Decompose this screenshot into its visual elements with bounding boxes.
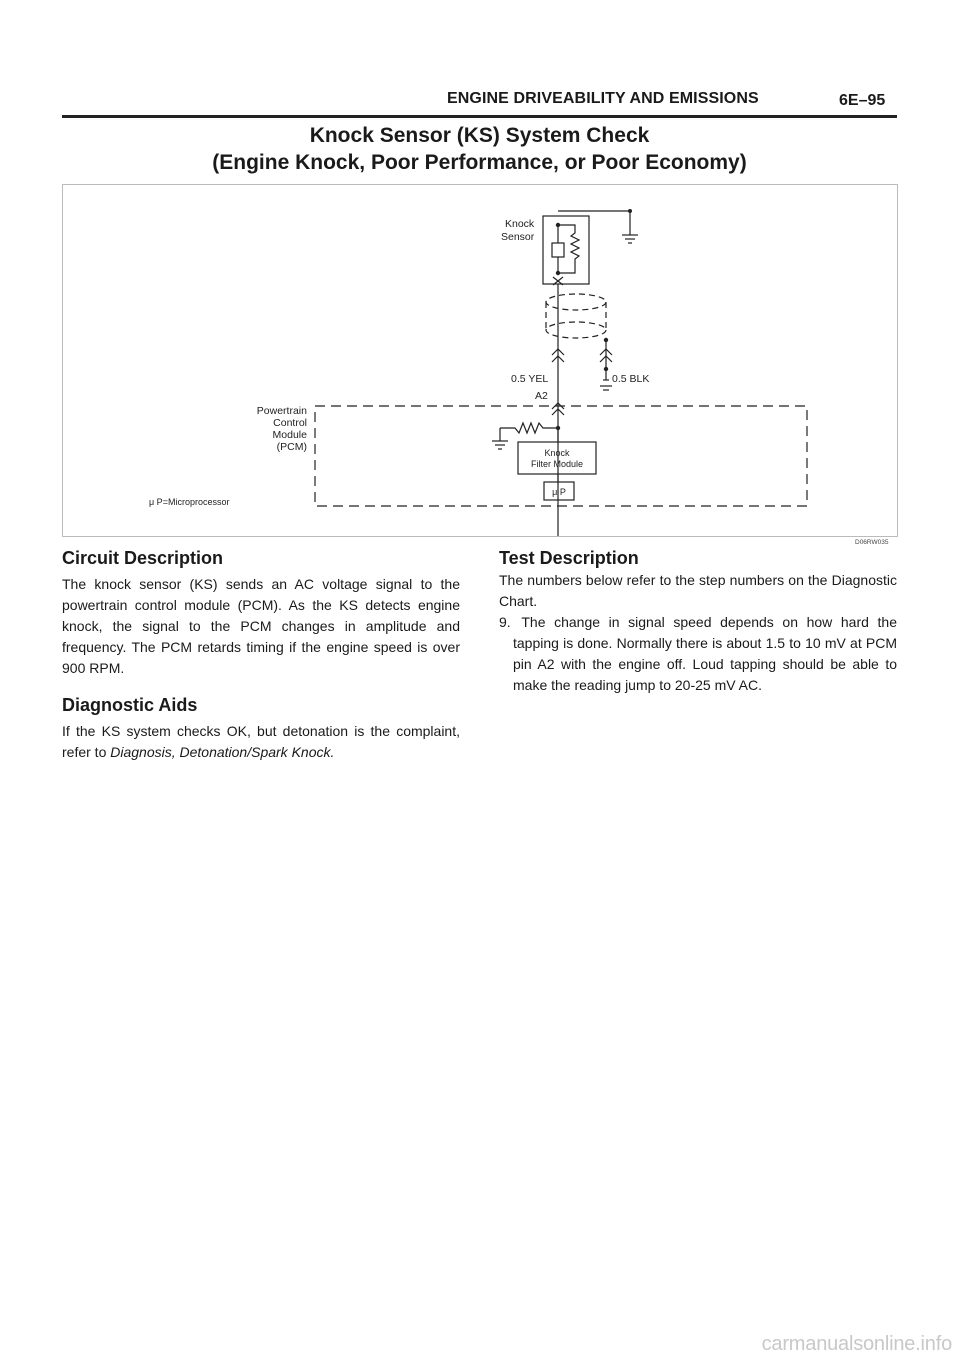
left-column [62,546,460,763]
label-knock: Knock [505,218,535,230]
diag-link[interactable]: Diagnosis, Detonation/Spark Knock. [110,744,335,760]
label-pcm-3: Module [272,429,307,441]
circuit-text: The knock sensor (KS) sends an AC voltage signal to the powertrain control module (PCM). As the KS detects engine knock, the signal to the PCM changes in amplitude and frequency. The PCM retards timing if the engine speed is over 900 RPM. [62,576,460,676]
label-filter-1: Knock [544,448,570,458]
right-column [499,546,897,696]
page-number: 6E–95 [839,92,886,109]
label-yel: 0.5 YEL [511,373,549,385]
test-step-9 [499,612,897,696]
header-rule [62,115,897,118]
page-title-line1: Knock Sensor (KS) System Check [309,124,650,147]
knock-filter-module [518,442,596,474]
figure-id: D06RW035 [855,539,889,546]
wiring-diagram-svg [63,185,897,536]
diag-text [62,721,460,763]
sensor-element [552,243,564,257]
step-number: 9. [499,614,511,630]
label-up: μ P [552,487,566,497]
diag-heading: Diagnostic Aids [62,695,198,715]
label-pcm-4: (PCM) [276,441,307,453]
running-header: ENGINE DRIVEABILITY AND EMISSIONS [447,90,759,107]
page-title-line2: (Engine Knock, Poor Performance, or Poor Economy) [212,151,747,174]
label-pin: A2 [535,390,548,402]
wiring-diagram [62,184,898,537]
watermark[interactable]: carmanualsonline.info [761,1333,952,1355]
label-pcm-2: Control [273,417,307,429]
circuit-heading: Circuit Description [62,548,224,568]
sensor-resistor [558,225,579,273]
label-pcm-1: Powertrain [256,405,307,417]
label-blk: 0.5 BLK [612,373,650,385]
knock-sensor-box [543,216,589,284]
label-filter-2: Filter Module [530,459,584,469]
diag-text-body: If the KS system checks OK, but detonation is the complaint, refer to [62,723,460,760]
test-intro: The numbers below refer to the step numbers on the Diagnostic Chart. [499,572,897,609]
label-sensor: Sensor [501,231,535,243]
test-heading: Test Description [499,548,639,568]
step-text: The change in signal speed depends on how hard the tapping is done. Normally there is about 1.5 to 10 mV at PCM pin A2 with the engine off. Loud tapping should be able to make the reading jump to 20-25 mV AC. [513,614,897,693]
label-legend: μ P=Microprocessor [149,497,230,507]
